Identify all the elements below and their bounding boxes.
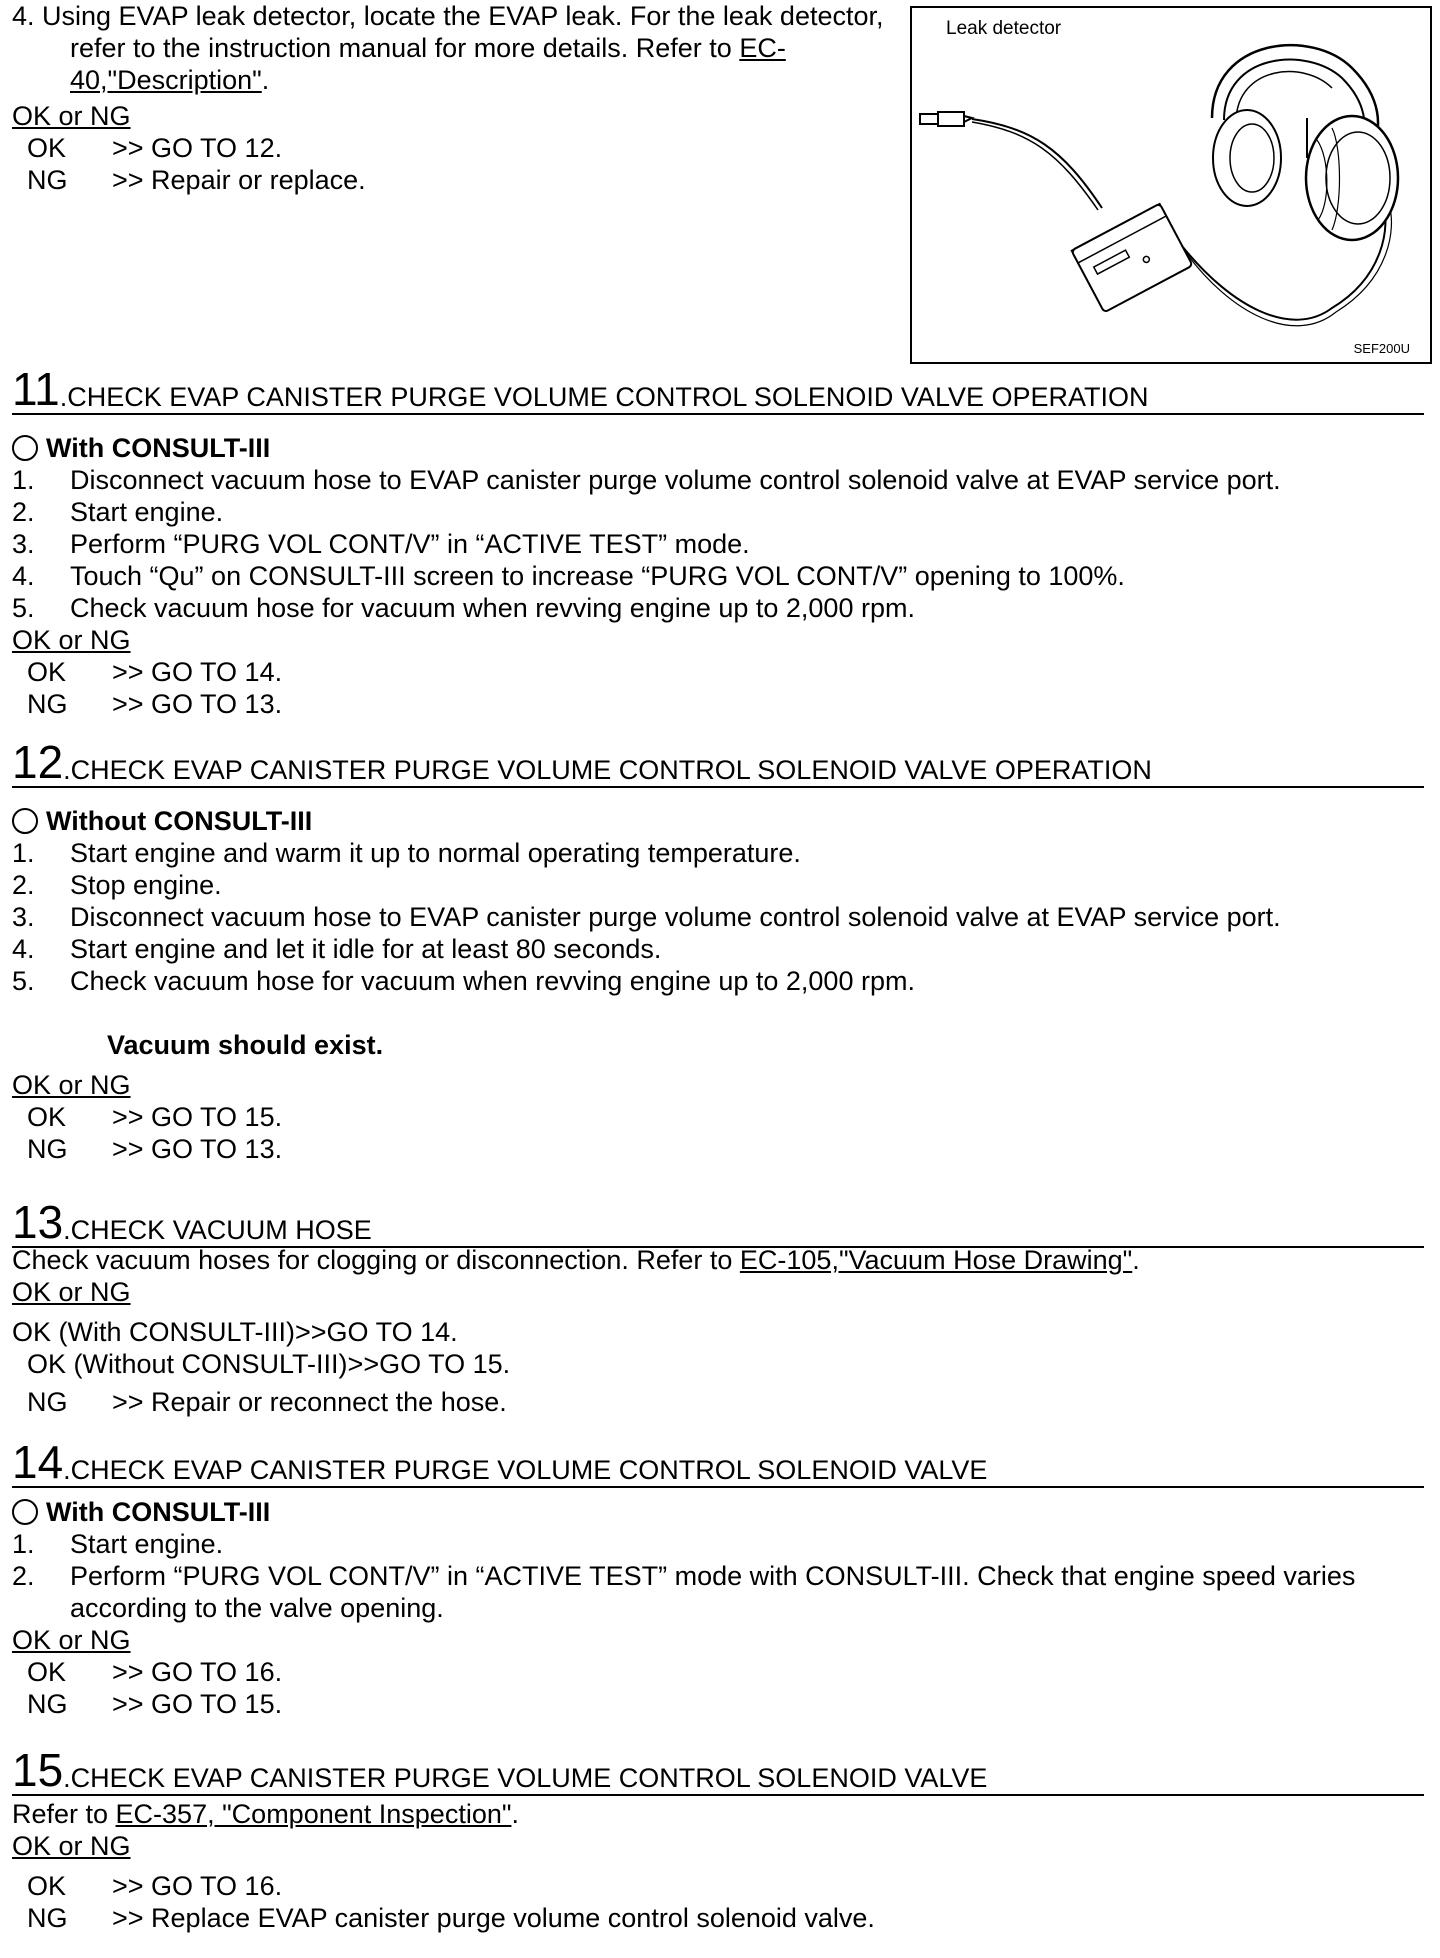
ec-357-link[interactable]: EC-357, "Component Inspection" <box>115 1799 512 1829</box>
section-12-heading <box>12 738 1424 788</box>
ok-or-ng-label: OK or NG <box>12 1625 131 1655</box>
ok-or-ng-label: OK or NG <box>12 625 131 655</box>
ec-105-link[interactable]: EC-105,"Vacuum Hose Drawing" <box>739 1245 1133 1275</box>
section-title: .CHECK EVAP CANISTER PURGE VOLUME CONTROL SOLENOID VALVE OPERATION <box>59 382 1149 412</box>
result-row: OK >> GO TO 15. <box>27 1102 283 1132</box>
leak-detector-illustration-icon <box>912 8 1430 362</box>
result-row: OK >> GO TO 14. <box>27 657 283 687</box>
list-item: 1. Start engine. <box>12 1529 224 1559</box>
section-14-body <box>12 1496 1424 1720</box>
procedure-list <box>12 837 1424 997</box>
section-number: 13 <box>12 1196 64 1248</box>
list-item: 3. Perform “PURG VOL CONT/V” in “ACTIVE TEST” mode. <box>12 529 750 559</box>
result-row: OK (With CONSULT-III)>>GO TO 14. <box>12 1317 458 1347</box>
section-15-text: Refer to EC-357, "Component Inspection". <box>12 1799 519 1829</box>
result-row: OK >> GO TO 12. <box>27 133 283 163</box>
section-13-heading <box>12 1198 1424 1248</box>
list-item: 2. Start engine. <box>12 497 224 527</box>
section-14-heading <box>12 1438 1424 1488</box>
leak-detector-figure <box>910 6 1432 364</box>
section-12-body <box>12 805 1424 1165</box>
vacuum-note: Vacuum should exist. <box>107 1030 384 1060</box>
figure-code: SEF200U <box>1353 341 1410 356</box>
section-15-heading <box>12 1746 1424 1796</box>
without-consult-label: Without CONSULT-III <box>12 805 1424 837</box>
result-row: NG >> GO TO 13. <box>27 689 283 719</box>
result-row: NG >> Repair or replace. <box>27 165 366 195</box>
ok-or-ng-label: OK or NG <box>12 1070 131 1100</box>
section-title: .CHECK VACUUM HOSE <box>63 1215 372 1245</box>
section-number: 12 <box>12 736 64 788</box>
procedure-list <box>12 1528 1424 1624</box>
list-item: 4. Touch “Qu” on CONSULT-III screen to increase “PURG VOL CONT/V” opening to 100%. <box>12 561 1125 591</box>
result-row: OK >> GO TO 16. <box>27 1657 283 1687</box>
result-row: OK (Without CONSULT-III)>>GO TO 15. <box>27 1349 511 1379</box>
list-item: 1. Disconnect vacuum hose to EVAP canister purge volume control solenoid valve at EVAP service port. <box>12 465 1281 495</box>
result-row: NG >> Replace EVAP canister purge volume control solenoid valve. <box>27 1903 875 1933</box>
result-row: NG >> Repair or reconnect the hose. <box>27 1387 507 1417</box>
procedure-list <box>12 464 1424 624</box>
list-item: 1. Start engine and warm it up to normal operating temperature. <box>12 838 801 868</box>
step-4-block <box>12 0 902 196</box>
no-consult-icon <box>12 808 38 834</box>
with-consult-label: With CONSULT-III <box>12 1496 1424 1528</box>
section-11-body <box>12 432 1424 720</box>
section-13-text: Check vacuum hoses for clogging or disconnection. Refer to EC-105,"Vacuum Hose Drawing". <box>12 1245 1140 1275</box>
section-number: 15 <box>12 1744 64 1796</box>
section-number: 14 <box>12 1436 64 1488</box>
ec-40-link[interactable]: EC-40,"Description" <box>70 33 786 95</box>
ok-or-ng-label: OK or NG <box>12 1277 131 1307</box>
list-item: 5. Check vacuum hose for vacuum when revving engine up to 2,000 rpm. <box>12 966 915 996</box>
ok-or-ng-label: OK or NG <box>12 1831 131 1861</box>
with-consult-label: With CONSULT-III <box>12 432 1424 464</box>
result-row: NG >> GO TO 13. <box>27 1134 283 1164</box>
list-item: 2. Stop engine. <box>12 870 222 900</box>
result-row: NG >> GO TO 15. <box>27 1689 283 1719</box>
ok-or-ng-label: OK or NG <box>12 101 131 131</box>
section-title: .CHECK EVAP CANISTER PURGE VOLUME CONTROL SOLENOID VALVE <box>63 1763 988 1793</box>
list-item: 2. Perform “PURG VOL CONT/V” in “ACTIVE TEST” mode with CONSULT-III. Check that engine speed varies according to the valve opening. <box>12 1561 1356 1623</box>
section-15-body <box>12 1798 1424 1934</box>
list-item: 3. Disconnect vacuum hose to EVAP canister purge volume control solenoid valve at EVAP service port. <box>12 902 1281 932</box>
list-item: 4. Start engine and let it idle for at least 80 seconds. <box>12 934 662 964</box>
section-title: .CHECK EVAP CANISTER PURGE VOLUME CONTROL SOLENOID VALVE OPERATION <box>63 755 1152 785</box>
section-11-heading <box>12 365 1424 415</box>
result-row: OK >> GO TO 16. <box>27 1871 283 1901</box>
figure-caption: Leak detector <box>946 18 1062 39</box>
list-item: 5. Check vacuum hose for vacuum when revving engine up to 2,000 rpm. <box>12 593 915 623</box>
step-4-text: 4. Using EVAP leak detector, locate the EVAP leak. For the leak detector, refer to the instruction manual for more details. Refer to EC-40,"Description". <box>12 1 884 95</box>
section-number: 11 <box>12 363 60 415</box>
section-title: .CHECK EVAP CANISTER PURGE VOLUME CONTROL SOLENOID VALVE <box>63 1455 988 1485</box>
consult-icon <box>12 435 38 461</box>
consult-icon <box>12 1499 38 1525</box>
section-13-body <box>12 1244 1424 1418</box>
